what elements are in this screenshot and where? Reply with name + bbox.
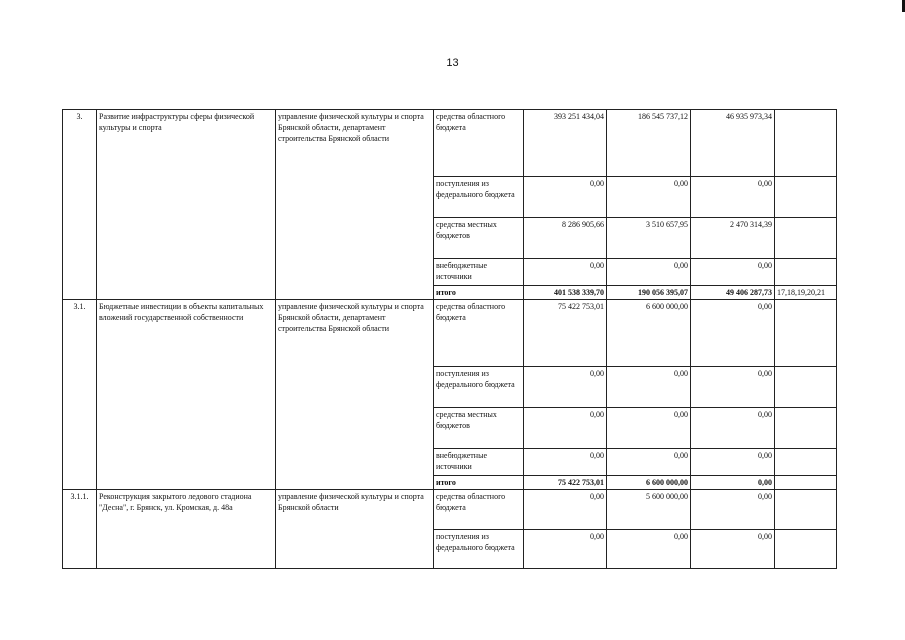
- amount-year-3: 0,00: [691, 177, 775, 218]
- funding-source: средства областного бюджета: [434, 110, 524, 177]
- total-year-3: 49 406 287,73: [691, 286, 775, 300]
- table-row: [63, 300, 837, 367]
- indicator-ref: [775, 177, 837, 218]
- indicator-ref: 17,18,19,20,21: [775, 286, 837, 300]
- total-year-2: 6 600 000,00: [607, 476, 691, 490]
- event-name: Реконструкция закрытого ледового стадиона "Десна", г. Брянск, ул. Кромская, д. 48а: [97, 490, 276, 569]
- indicator-ref: [775, 449, 837, 476]
- indicator-ref: [775, 367, 837, 408]
- budget-table: [62, 109, 837, 569]
- amount-year-2: 0,00: [607, 259, 691, 286]
- amount-year-2: 0,00: [607, 367, 691, 408]
- amount-year-3: 0,00: [691, 408, 775, 449]
- amount-year-3: 0,00: [691, 259, 775, 286]
- amount-year-2: 0,00: [607, 177, 691, 218]
- row-number: 3.: [63, 110, 97, 300]
- row-number: 3.1.1.: [63, 490, 97, 569]
- amount-year-3: 46 935 973,34: [691, 110, 775, 177]
- funding-source: поступления из федерального бюджета: [434, 177, 524, 218]
- total-label: итого: [434, 476, 524, 490]
- page-number: 13: [446, 57, 459, 69]
- funding-source: средства местных бюджетов: [434, 218, 524, 259]
- amount-year-3: 0,00: [691, 530, 775, 569]
- total-year-2: 190 056 395,07: [607, 286, 691, 300]
- funding-source: средства областного бюджета: [434, 490, 524, 530]
- amount-year-2: 0,00: [607, 408, 691, 449]
- event-name: Развитие инфраструктуры сферы физической культуры и спорта: [97, 110, 276, 300]
- total-year-3: 0,00: [691, 476, 775, 490]
- amount-year-1: 0,00: [524, 530, 607, 569]
- amount-year-1: 8 286 905,66: [524, 218, 607, 259]
- total-year-1: 401 538 339,70: [524, 286, 607, 300]
- amount-year-1: 0,00: [524, 259, 607, 286]
- executor: управление физической культуры и спорта Брянской области, департамент строительства Брянской области: [276, 110, 434, 300]
- funding-source: поступления из федерального бюджета: [434, 367, 524, 408]
- table-row: [63, 110, 837, 177]
- indicator-ref: [775, 476, 837, 490]
- amount-year-1: 0,00: [524, 449, 607, 476]
- indicator-ref: [775, 259, 837, 286]
- executor: управление физической культуры и спорта Брянской области, департамент строительства Брянской области: [276, 300, 434, 490]
- amount-year-3: 0,00: [691, 490, 775, 530]
- amount-year-1: 0,00: [524, 367, 607, 408]
- event-name: Бюджетные инвестиции в объекты капитальных вложений государственной собственности: [97, 300, 276, 490]
- amount-year-2: 3 510 657,95: [607, 218, 691, 259]
- funding-source: поступления из федерального бюджета: [434, 530, 524, 569]
- funding-source: средства местных бюджетов: [434, 408, 524, 449]
- amount-year-1: 393 251 434,04: [524, 110, 607, 177]
- amount-year-3: 2 470 314,39: [691, 218, 775, 259]
- table-row: [63, 490, 837, 530]
- amount-year-1: 75 422 753,01: [524, 300, 607, 367]
- executor: управление физической культуры и спорта Брянской области: [276, 490, 434, 569]
- amount-year-1: 0,00: [524, 490, 607, 530]
- funding-source: внебюджетные источники: [434, 449, 524, 476]
- total-label: итого: [434, 286, 524, 300]
- row-number: 3.1.: [63, 300, 97, 490]
- indicator-ref: [775, 530, 837, 569]
- indicator-ref: [775, 218, 837, 259]
- amount-year-3: 0,00: [691, 367, 775, 408]
- amount-year-1: 0,00: [524, 177, 607, 218]
- amount-year-2: 0,00: [607, 449, 691, 476]
- amount-year-2: 6 600 000,00: [607, 300, 691, 367]
- amount-year-2: 5 600 000,00: [607, 490, 691, 530]
- amount-year-1: 0,00: [524, 408, 607, 449]
- amount-year-2: 186 545 737,12: [607, 110, 691, 177]
- amount-year-2: 0,00: [607, 530, 691, 569]
- amount-year-3: 0,00: [691, 449, 775, 476]
- indicator-ref: [775, 110, 837, 177]
- indicator-ref: [775, 490, 837, 530]
- total-year-1: 75 422 753,01: [524, 476, 607, 490]
- funding-source: внебюджетные источники: [434, 259, 524, 286]
- indicator-ref: [775, 300, 837, 367]
- indicator-ref: [775, 408, 837, 449]
- funding-source: средства областного бюджета: [434, 300, 524, 367]
- amount-year-3: 0,00: [691, 300, 775, 367]
